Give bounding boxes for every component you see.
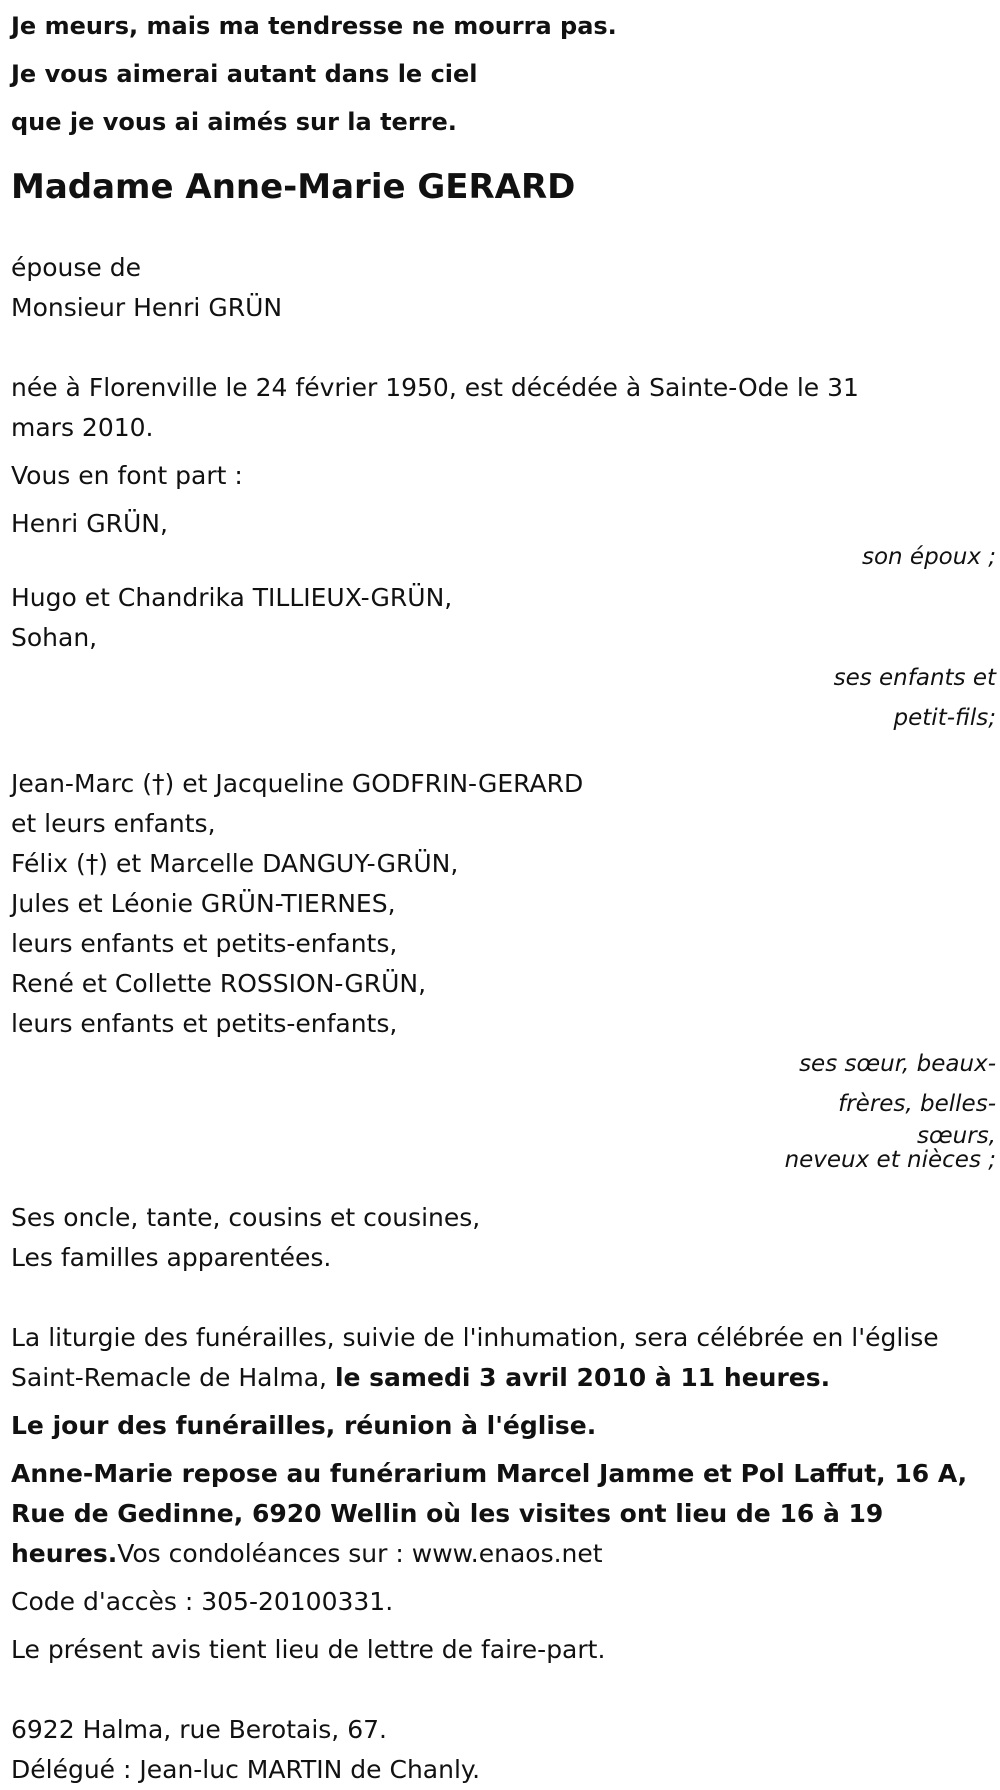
family-others-line: Les familles apparentées. [11, 1243, 332, 1272]
family-siblings-role: sœurs, [917, 1123, 996, 1149]
family-sibling-line: et leurs enfants, [11, 809, 216, 838]
liturgy-date: le samedi 3 avril 2010 à 11 heures. [334, 1363, 831, 1392]
family-sibling-line: leurs enfants et petits-enfants, [11, 929, 398, 958]
family-children-role: ses enfants et [833, 665, 996, 691]
quote-line: que je vous ai aimés sur la terre. [11, 108, 457, 136]
family-sibling-line: Jean-Marc (†) et Jacqueline GODFRIN-GERARD [11, 769, 584, 798]
access-code: Code d'accès : 305-20100331. [11, 1587, 394, 1616]
birth-death-text: née à Florenville le 24 février 1950, est décédée à Sainte-Ode le 31 mars 2010. [11, 373, 859, 442]
liturgy-text [11, 1318, 996, 1398]
spouse-prefix: épouse de [11, 253, 141, 282]
family-others-line: Ses oncle, tante, cousins et cousines, [11, 1203, 481, 1232]
obituary-content [11, 0, 996, 1790]
family-sibling-line: Félix (†) et Marcelle DANGUY-GRÜN, [11, 849, 459, 878]
family-siblings-role: neveux et nièces ; [784, 1147, 996, 1173]
rest-text [11, 1454, 996, 1574]
address-text: 6922 Halma, rue Berotais, 67. [11, 1715, 387, 1744]
rest-bold: Anne-Marie repose au funérarium Marcel Jamme et Pol Laffut, 16 A, Rue de Gedinne, 6920 Wellin où les visites ont lieu de 16 à 19 heures. [11, 1459, 968, 1568]
family-siblings-role: ses sœur, beaux- [799, 1051, 996, 1077]
notice-text: Le présent avis tient lieu de lettre de faire-part. [11, 1635, 606, 1664]
family-children-line: Hugo et Chandrika TILLIEUX-GRÜN, [11, 583, 453, 612]
condolences-text: Vos condoléances sur : www.enaos.net [117, 1539, 603, 1568]
quote-block [11, 0, 996, 146]
family-spouse-line: Henri GRÜN, [11, 509, 168, 538]
quote-line: Je vous aimerai autant dans le ciel [11, 60, 478, 88]
family-sibling-line: leurs enfants et petits-enfants, [11, 1009, 398, 1038]
liturgy-body: La liturgie des funérailles, suivie de l'inhumation, sera célébrée en l'église Saint-Remacle de Halma, [11, 1323, 939, 1392]
deceased-name: Madame Anne-Marie GERARD [11, 167, 576, 207]
spouse-name: Monsieur Henri GRÜN [11, 293, 283, 322]
delegate-text: Délégué : Jean-luc MARTIN de Chanly. [11, 1755, 481, 1784]
family-spouse-role: son époux ; [861, 544, 996, 570]
family-sibling-line: Jules et Léonie GRÜN-TIERNES, [11, 889, 396, 918]
meeting-text: Le jour des funérailles, réunion à l'église. [11, 1411, 597, 1440]
announce-text: Vous en font part : [11, 461, 243, 490]
quote-line: Je meurs, mais ma tendresse ne mourra pas. [11, 12, 617, 40]
family-children-line: Sohan, [11, 623, 98, 652]
family-children-role: petit-fils; [893, 705, 996, 731]
family-sibling-line: René et Collette ROSSION-GRÜN, [11, 969, 427, 998]
family-siblings-role: frères, belles- [838, 1091, 996, 1117]
